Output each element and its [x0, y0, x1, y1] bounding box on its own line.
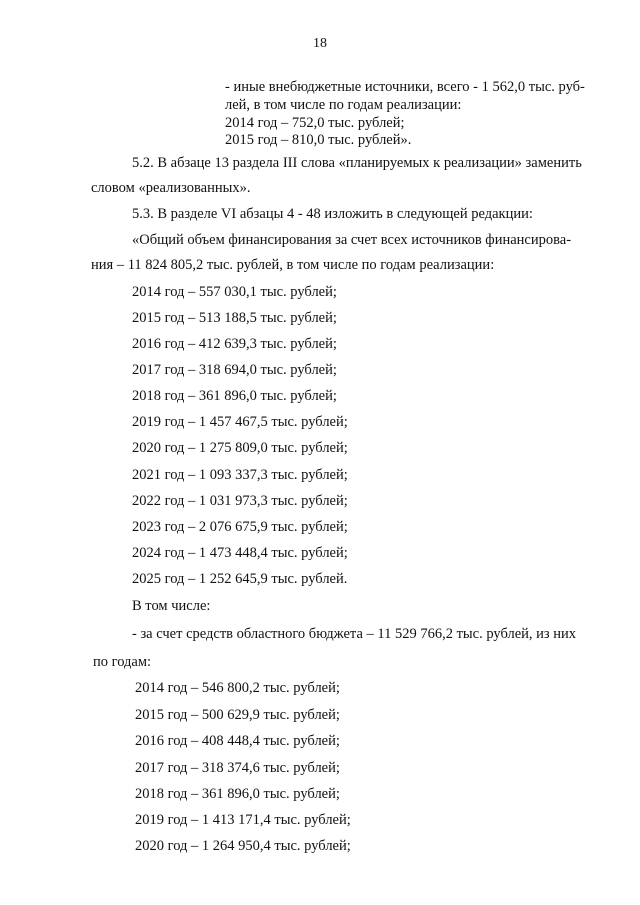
text-line: 2022 год – 1 031 973,3 тыс. рублей;	[132, 493, 348, 509]
text-line: 2014 год – 546 800,2 тыс. рублей;	[135, 680, 340, 696]
page-number: 18	[313, 36, 327, 51]
text-line: - иные внебюджетные источники, всего - 1 562,0 тыс. руб-	[225, 79, 585, 95]
text-line: 2024 год – 1 473 448,4 тыс. рублей;	[132, 545, 348, 561]
text-line: 2017 год – 318 694,0 тыс. рублей;	[132, 362, 337, 378]
text-line: 2018 год – 361 896,0 тыс. рублей;	[132, 388, 337, 404]
text-line: 2019 год – 1 413 171,4 тыс. рублей;	[135, 812, 351, 828]
text-line: 2023 год – 2 076 675,9 тыс. рублей;	[132, 519, 348, 535]
text-line: 5.2. В абзаце 13 раздела III слова «планируемых к реализации» заменить	[132, 155, 582, 171]
text-line: 2015 год – 810,0 тыс. рублей».	[225, 132, 412, 148]
text-line: по годам:	[93, 654, 152, 670]
text-line: 2015 год – 513 188,5 тыс. рублей;	[132, 310, 337, 326]
text-line: словом «реализованных».	[91, 180, 251, 196]
text-line: 2020 год – 1 275 809,0 тыс. рублей;	[132, 440, 348, 456]
text-line: 2014 год – 752,0 тыс. рублей;	[225, 115, 405, 131]
text-line: «Общий объем финансирования за счет всех источников финансирова-	[132, 232, 572, 248]
text-line: 2018 год – 361 896,0 тыс. рублей;	[135, 786, 340, 802]
text-line: - за счет средств областного бюджета – 11 529 766,2 тыс. рублей, из них	[132, 626, 577, 642]
text-line: 2019 год – 1 457 467,5 тыс. рублей;	[132, 414, 348, 430]
text-line: 2015 год – 500 629,9 тыс. рублей;	[135, 707, 340, 723]
text-line: 2017 год – 318 374,6 тыс. рублей;	[135, 760, 340, 776]
text-line: 2016 год – 408 448,4 тыс. рублей;	[135, 733, 340, 749]
text-line: 2014 год – 557 030,1 тыс. рублей;	[132, 284, 337, 300]
text-line: ния – 11 824 805,2 тыс. рублей, в том числе по годам реализации:	[91, 257, 495, 273]
text-line: В том числе:	[132, 598, 211, 614]
text-line: 2025 год – 1 252 645,9 тыс. рублей.	[132, 571, 348, 587]
text-line: 2021 год – 1 093 337,3 тыс. рублей;	[132, 467, 348, 483]
text-line: 2020 год – 1 264 950,4 тыс. рублей;	[135, 838, 351, 854]
text-line: лей, в том числе по годам реализации:	[225, 97, 462, 113]
text-line: 5.3. В разделе VI абзацы 4 - 48 изложить в следующей редакции:	[132, 206, 533, 222]
text-line: 2016 год – 412 639,3 тыс. рублей;	[132, 336, 337, 352]
